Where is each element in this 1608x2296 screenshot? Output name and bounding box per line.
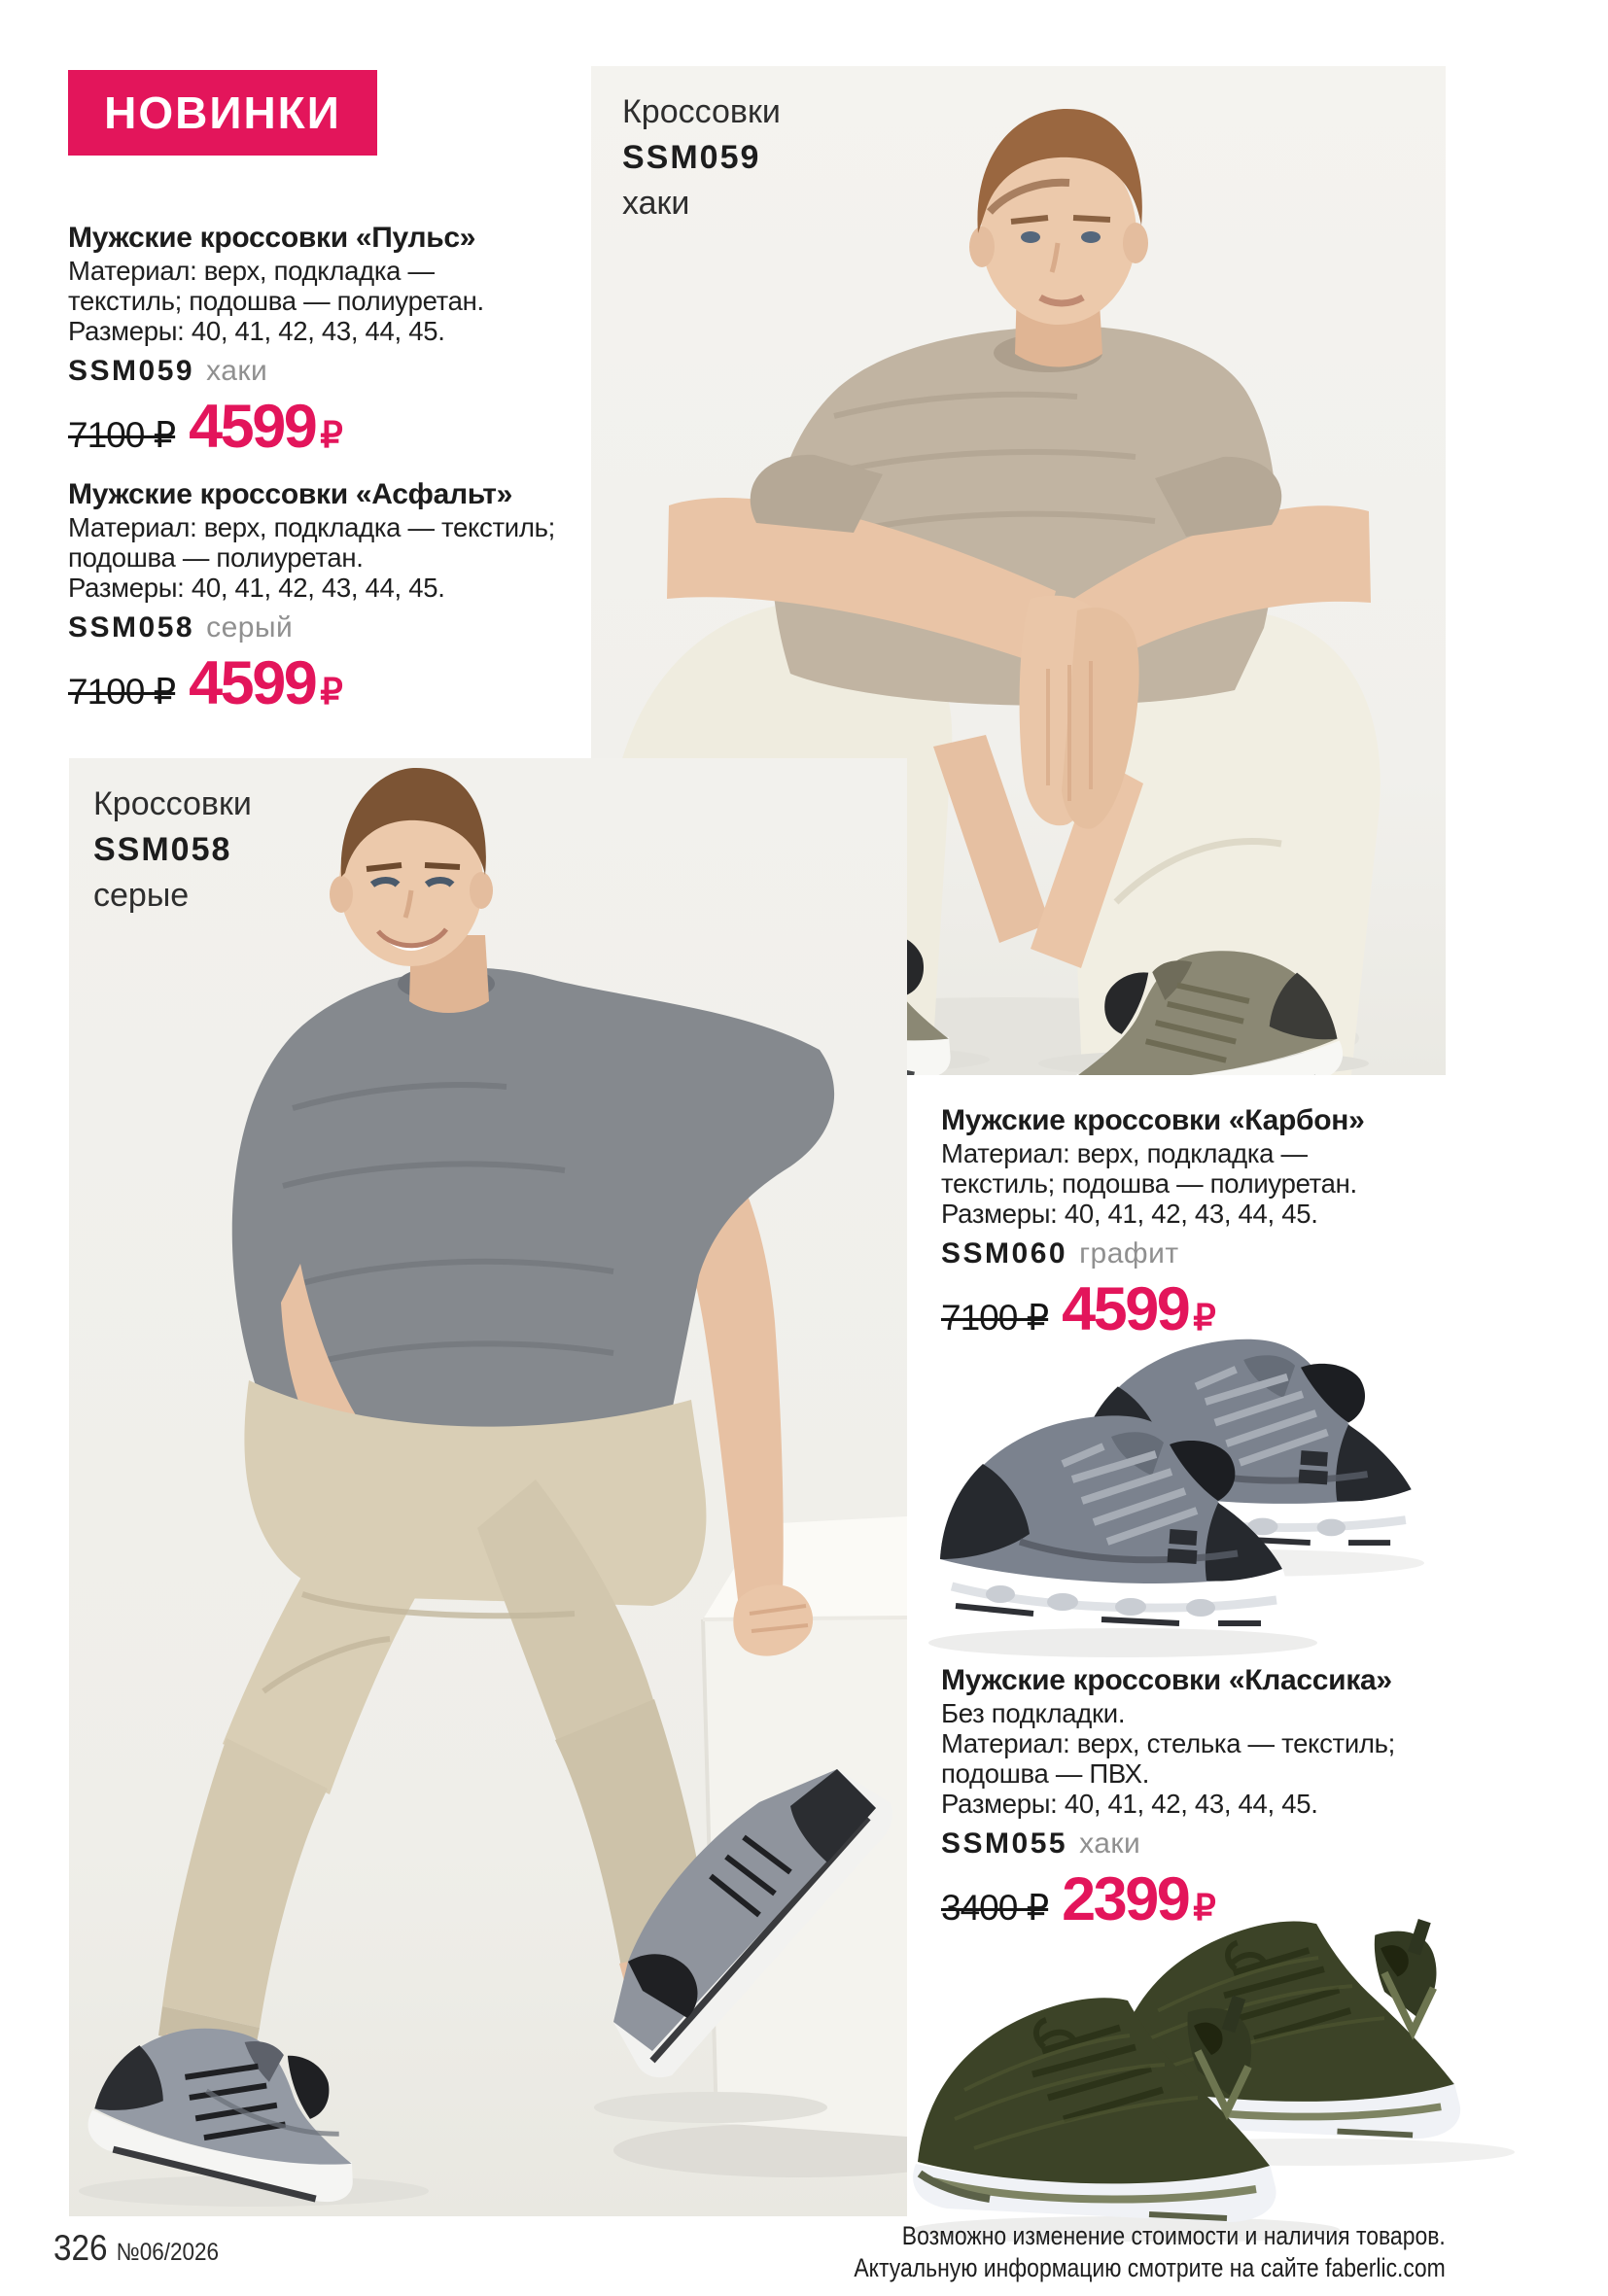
photo-label-color: хаки: [622, 185, 690, 222]
photo-label-line: Кроссовки: [622, 93, 781, 130]
product-description-line: Материал: верх, стелька — текстиль;: [941, 1728, 1396, 1758]
photo-label-ssm058: [93, 782, 252, 919]
product-description-line: текстиль; подошва — полиуретан.: [941, 1168, 1357, 1199]
new-price: 4599: [189, 649, 316, 717]
currency-sign: ₽: [320, 672, 343, 712]
product-description-line: Материал: верх, подкладка —: [68, 256, 435, 286]
product-title: Мужские кроссовки «Асфальт»: [68, 478, 512, 510]
product-title: Мужские кроссовки «Карбон»: [941, 1104, 1365, 1136]
product-color-name: серый: [206, 611, 294, 644]
page-number: 326: [53, 2228, 108, 2268]
disclaimer-line: Актуальную информацию смотрите на сайте faberlic.com: [854, 2253, 1446, 2282]
product-description-line: Размеры: 40, 41, 42, 43, 44, 45.: [941, 1789, 1318, 1819]
product-color-name: хаки: [206, 355, 268, 387]
product-image-classic-sneakers: [902, 1892, 1544, 2242]
new-price: 2399: [1062, 1865, 1189, 1933]
old-price: 3400 ₽: [941, 1888, 1049, 1928]
product-sku: SSM059: [68, 355, 195, 387]
currency-sign: ₽: [1193, 1888, 1216, 1928]
product-title: Мужские кроссовки «Классика»: [941, 1664, 1392, 1696]
photo-label-sku: SSM059: [622, 139, 761, 176]
currency-sign: ₽: [1193, 1298, 1216, 1338]
model-photo-ssm058: [69, 758, 907, 2216]
new-price: 4599: [189, 393, 316, 461]
product-description-line: Размеры: 40, 41, 42, 43, 44, 45.: [68, 316, 445, 346]
footer-pagination: [53, 2228, 219, 2269]
product-title: Мужские кроссовки «Пульс»: [68, 222, 476, 254]
model-illustration-ssm058: [69, 758, 907, 2216]
photo-label-line: Кроссовки: [93, 785, 252, 822]
product-description-line: текстиль; подошва — полиуретан.: [68, 286, 484, 316]
product-description-line: Материал: верх, подкладка —: [941, 1138, 1308, 1168]
product-sku: SSM060: [941, 1237, 1068, 1270]
product-color-name: графит: [1079, 1237, 1179, 1270]
product-description-line: Размеры: 40, 41, 42, 43, 44, 45.: [941, 1199, 1318, 1229]
product-sku: SSM058: [68, 611, 195, 644]
product-description-line: Материал: верх, подкладка — текстиль;: [68, 512, 555, 542]
product-card-asfalt: [68, 478, 574, 717]
product-description-line: подошва — ПВХ.: [941, 1758, 1150, 1789]
photo-label-ssm059: [622, 89, 781, 226]
old-price: 7100 ₽: [68, 415, 176, 455]
disclaimer-line: Возможно изменение стоимости и наличия товаров.: [901, 2221, 1446, 2250]
footer-disclaimer: [855, 2220, 1446, 2284]
new-arrivals-badge: НОВИНКИ: [68, 70, 377, 156]
old-price: 7100 ₽: [941, 1298, 1049, 1338]
photo-label-sku: SSM058: [93, 831, 232, 868]
product-description-line: Размеры: 40, 41, 42, 43, 44, 45.: [68, 573, 445, 603]
product-description-line: подошва — полиуретан.: [68, 542, 364, 573]
product-color-name: хаки: [1079, 1827, 1141, 1860]
product-description-line: Без подкладки.: [941, 1698, 1126, 1728]
product-image-carbon-sneakers: [919, 1301, 1444, 1670]
product-card-puls: [68, 222, 574, 461]
product-card-karbon: [941, 1104, 1486, 1343]
product-card-klassika: [941, 1664, 1486, 1933]
issue-number: №06/2026: [116, 2239, 220, 2266]
product-sku: SSM055: [941, 1827, 1068, 1860]
currency-sign: ₽: [320, 415, 343, 455]
new-price: 4599: [1062, 1275, 1189, 1343]
old-price: 7100 ₽: [68, 672, 176, 712]
photo-label-color: серые: [93, 877, 190, 914]
